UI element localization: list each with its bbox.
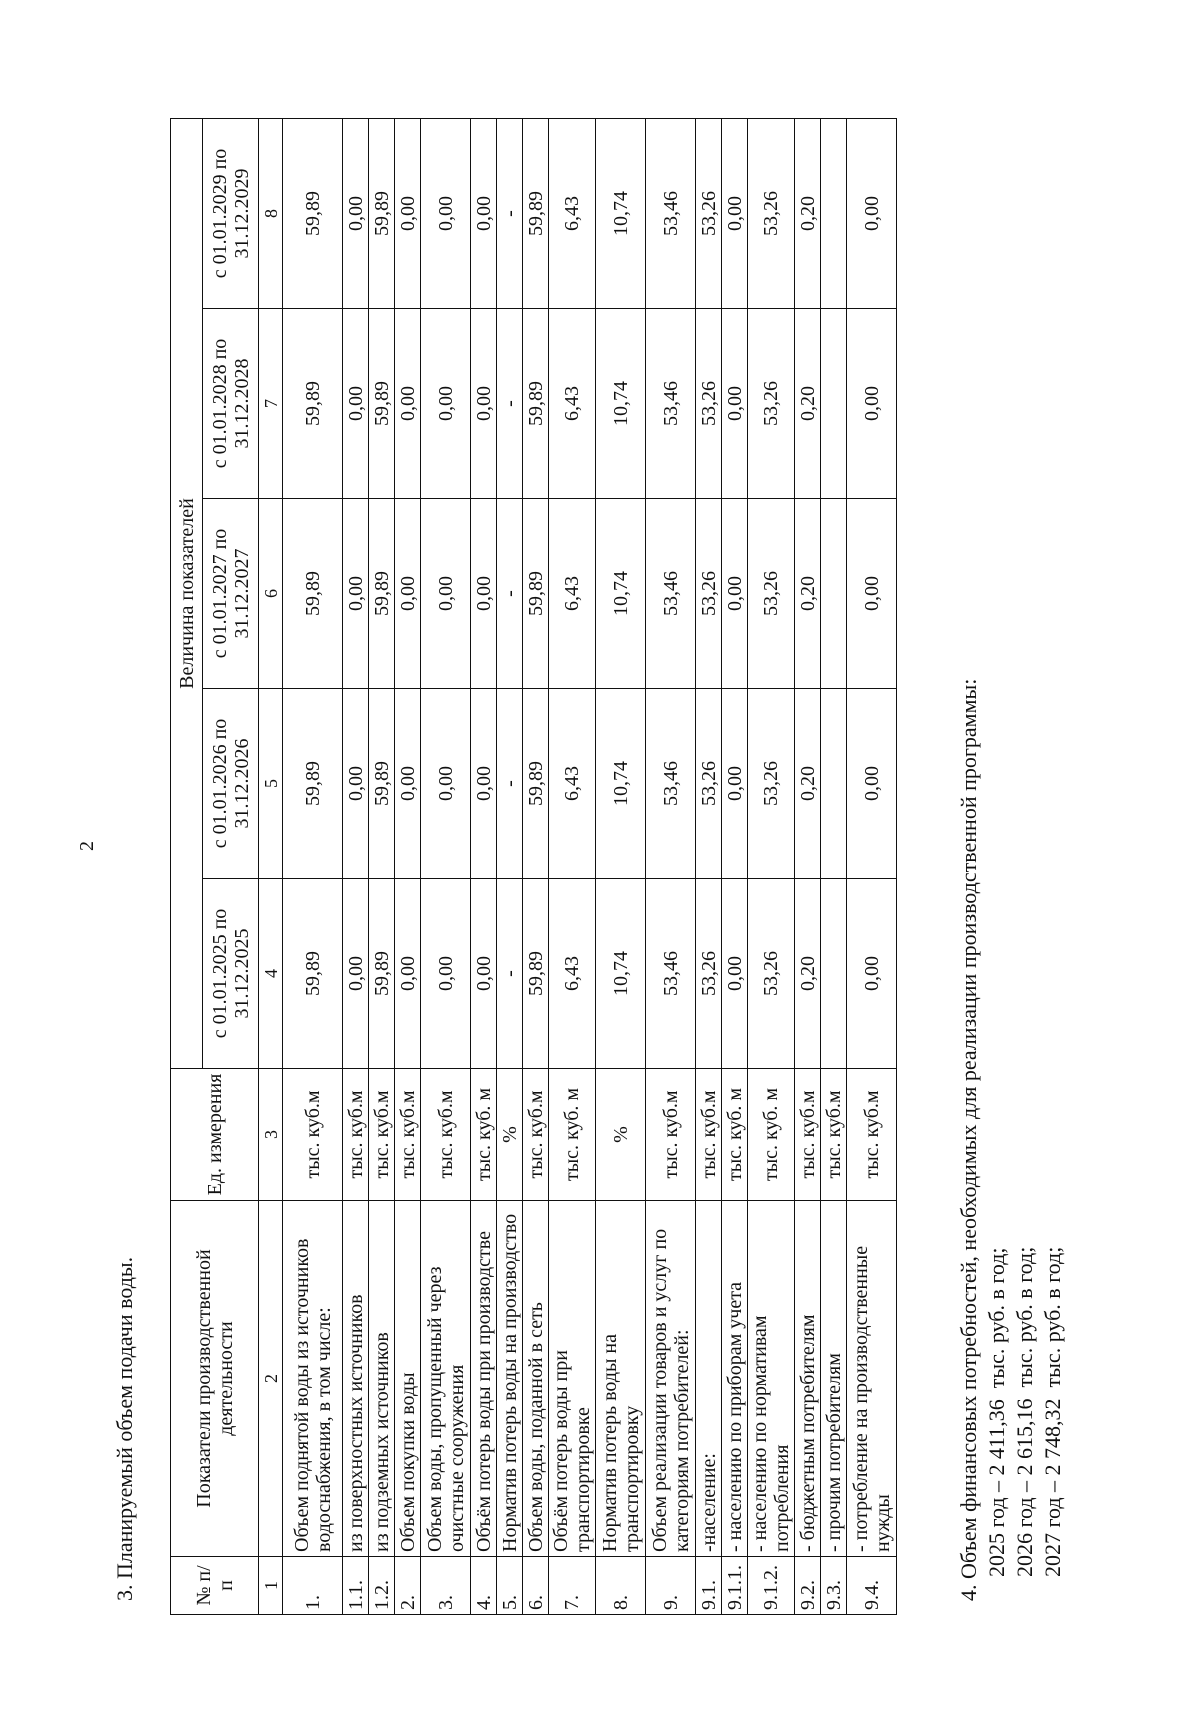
row-unit: тыс. куб.м: [523, 1069, 549, 1201]
table-row: [646, 119, 696, 1615]
table-row: [748, 119, 795, 1615]
row-value: 53,26: [696, 689, 722, 879]
header-name: Показатели производственной деятельности: [171, 1201, 259, 1557]
row-unit: тыс. куб.м: [795, 1069, 821, 1201]
column-index: 6: [259, 499, 283, 689]
column-index: 2: [259, 1201, 283, 1557]
row-value: -: [497, 689, 523, 879]
row-number: 1.: [283, 1557, 343, 1615]
table-row: [696, 119, 722, 1615]
row-value: 0,00: [722, 689, 748, 879]
row-value: 53,26: [696, 119, 722, 309]
column-index: 1: [259, 1557, 283, 1615]
row-value: 59,89: [283, 879, 343, 1069]
table-row: [596, 119, 646, 1615]
row-value: 0,00: [343, 499, 369, 689]
row-value: 53,26: [748, 879, 795, 1069]
row-value: 53,26: [748, 499, 795, 689]
row-indicator-name: из подземных источников: [369, 1201, 395, 1557]
row-indicator-name: Объём потерь воды при производстве: [471, 1201, 497, 1557]
row-unit: тыс. куб.м: [421, 1069, 471, 1201]
row-value: -: [497, 499, 523, 689]
column-index: 3: [259, 1069, 283, 1201]
row-indicator-name: из поверхностных источников: [343, 1201, 369, 1557]
row-value: 0,00: [421, 119, 471, 309]
row-value: 10,74: [596, 879, 646, 1069]
row-value: 6,43: [549, 499, 596, 689]
row-value: 59,89: [523, 309, 549, 499]
column-index: 8: [259, 119, 283, 309]
rotated-page: [0, 100, 1120, 1700]
row-value: 59,89: [523, 879, 549, 1069]
row-number: 9.: [646, 1557, 696, 1615]
row-number: 5.: [497, 1557, 523, 1615]
row-unit: тыс. куб.м: [696, 1069, 722, 1201]
column-index: 7: [259, 309, 283, 499]
row-number: 6.: [523, 1557, 549, 1615]
row-value: 0,00: [847, 689, 897, 879]
page-number: 2: [76, 841, 98, 851]
row-value: 0,00: [471, 309, 497, 499]
row-value: 59,89: [369, 119, 395, 309]
row-indicator-name: Объем воды, поданной в сеть: [523, 1201, 549, 1557]
row-number: 9.1.2.: [748, 1557, 795, 1615]
row-value: 0,00: [847, 499, 897, 689]
row-number: 7.: [549, 1557, 596, 1615]
header-period: с 01.01.2029 по 31.12.2029: [203, 119, 259, 309]
row-value: [821, 119, 847, 309]
row-value: 53,26: [696, 309, 722, 499]
row-value: 59,89: [369, 309, 395, 499]
row-value: 0,00: [343, 879, 369, 1069]
row-value: 59,89: [283, 119, 343, 309]
row-indicator-name: Объем воды, пропущенный через очистные сооружения: [421, 1201, 471, 1557]
row-indicator-name: - населению по нормативам потребления: [748, 1201, 795, 1557]
column-index-row: [259, 119, 283, 1615]
row-value: 6,43: [549, 879, 596, 1069]
row-value: -: [497, 879, 523, 1069]
row-value: 0,20: [795, 119, 821, 309]
row-unit: тыс. куб.м: [283, 1069, 343, 1201]
row-value: 6,43: [549, 309, 596, 499]
row-value: 0,00: [722, 879, 748, 1069]
water-supply-table: [170, 118, 897, 1615]
row-indicator-name: - населению по приборам учета: [722, 1201, 748, 1557]
row-value: 53,26: [748, 309, 795, 499]
row-number: 9.2.: [795, 1557, 821, 1615]
column-index: 4: [259, 879, 283, 1069]
row-value: 53,46: [646, 879, 696, 1069]
header-period: с 01.01.2026 по 31.12.2026: [203, 689, 259, 879]
header-num: № п/п: [171, 1557, 259, 1615]
row-value: 0,20: [795, 689, 821, 879]
table-row: [523, 119, 549, 1615]
section4-line: 2027 год – 2 748,32 тыс. руб. в год;: [1040, 1246, 1065, 1577]
row-value: 0,00: [395, 119, 421, 309]
row-value: 0,00: [471, 879, 497, 1069]
table-row: [283, 119, 343, 1615]
table-row: [847, 119, 897, 1615]
row-value: 0,00: [722, 309, 748, 499]
row-indicator-name: Объём потерь воды при транспортировке: [549, 1201, 596, 1557]
row-number: 9.1.: [696, 1557, 722, 1615]
row-value: 0,00: [847, 119, 897, 309]
header-group: Величина показателей: [171, 119, 203, 1069]
row-indicator-name: Объем поднятой воды из источников водоснабжения, в том числе:: [283, 1201, 343, 1557]
row-indicator-name: - бюджетным потребителям: [795, 1201, 821, 1557]
row-value: 0,00: [395, 879, 421, 1069]
table-row: [549, 119, 596, 1615]
row-value: 0,00: [343, 119, 369, 309]
row-unit: тыс. куб. м: [748, 1069, 795, 1201]
row-value: 0,00: [421, 499, 471, 689]
row-unit: тыс. куб.м: [821, 1069, 847, 1201]
row-value: 0,00: [395, 689, 421, 879]
table-row: [343, 119, 369, 1615]
row-value: 0,00: [395, 499, 421, 689]
row-value: 53,46: [646, 309, 696, 499]
row-value: 10,74: [596, 689, 646, 879]
row-value: 59,89: [523, 689, 549, 879]
row-value: 6,43: [549, 119, 596, 309]
row-value: 0,00: [471, 689, 497, 879]
row-value: 59,89: [369, 499, 395, 689]
row-value: [821, 309, 847, 499]
row-number: 8.: [596, 1557, 646, 1615]
row-value: 59,89: [523, 119, 549, 309]
header-unit: Ед. измерения: [171, 1069, 259, 1201]
table-row: [395, 119, 421, 1615]
table-row: [369, 119, 395, 1615]
row-unit: тыс. куб.м: [343, 1069, 369, 1201]
row-value: 59,89: [283, 499, 343, 689]
row-value: 0,20: [795, 879, 821, 1069]
header-row: [171, 119, 203, 1615]
section4-line: 2026 год – 2 615,16 тыс. руб. в год;: [1012, 1246, 1037, 1577]
row-unit: тыс. куб. м: [471, 1069, 497, 1201]
row-value: 59,89: [369, 689, 395, 879]
row-value: 53,46: [646, 499, 696, 689]
row-value: 0,00: [847, 879, 897, 1069]
row-value: 59,89: [523, 499, 549, 689]
table-row: [821, 119, 847, 1615]
section4-line: 2025 год – 2 411,36 тыс. руб. в год;: [984, 1247, 1009, 1577]
row-number: 9.3.: [821, 1557, 847, 1615]
row-value: 0,00: [421, 689, 471, 879]
header-period: с 01.01.2028 по 31.12.2028: [203, 309, 259, 499]
row-value: 59,89: [283, 309, 343, 499]
row-value: 0,00: [421, 309, 471, 499]
row-value: 0,20: [795, 309, 821, 499]
table-row: [421, 119, 471, 1615]
row-indicator-name: Норматив потерь воды на производство: [497, 1201, 523, 1557]
row-value: 59,89: [369, 879, 395, 1069]
row-value: 59,89: [283, 689, 343, 879]
row-value: 0,00: [722, 499, 748, 689]
row-value: 0,00: [471, 499, 497, 689]
row-value: [821, 499, 847, 689]
row-unit: %: [596, 1069, 646, 1201]
row-value: 53,26: [748, 689, 795, 879]
header-period: с 01.01.2025 по 31.12.2025: [203, 879, 259, 1069]
section4-heading: 4. Объем финансовых потребностей, необходимых для реализации производственной программы:: [956, 678, 981, 1601]
row-value: 53,46: [646, 689, 696, 879]
row-value: 0,20: [795, 499, 821, 689]
column-index: 5: [259, 689, 283, 879]
row-indicator-name: Норматив потерь воды на транспортировку: [596, 1201, 646, 1557]
row-value: 10,74: [596, 119, 646, 309]
row-value: [821, 689, 847, 879]
row-indicator-name: Объем покупки воды: [395, 1201, 421, 1557]
row-value: 0,00: [421, 879, 471, 1069]
row-number: 9.1.1.: [722, 1557, 748, 1615]
row-value: 53,26: [696, 499, 722, 689]
row-unit: %: [497, 1069, 523, 1201]
row-number: 1.2.: [369, 1557, 395, 1615]
section4: [955, 679, 1067, 1601]
header-period: с 01.01.2027 по 31.12.2027: [203, 499, 259, 689]
row-unit: тыс. куб.м: [369, 1069, 395, 1201]
row-value: 0,00: [343, 309, 369, 499]
row-value: 53,26: [748, 119, 795, 309]
row-value: 10,74: [596, 309, 646, 499]
row-unit: тыс. куб. м: [549, 1069, 596, 1201]
row-value: -: [497, 119, 523, 309]
row-unit: тыс. куб.м: [646, 1069, 696, 1201]
row-value: 0,00: [471, 119, 497, 309]
row-number: 2.: [395, 1557, 421, 1615]
table-row: [471, 119, 497, 1615]
row-value: 6,43: [549, 689, 596, 879]
row-indicator-name: Объем реализации товаров и услуг по категориям потребителей:: [646, 1201, 696, 1557]
section-heading: 3. Планируемый объем подачи воды.: [112, 1256, 137, 1601]
row-indicator-name: - потребление на производственные нужды: [847, 1201, 897, 1557]
row-value: [821, 879, 847, 1069]
row-indicator-name: - прочим потребителям: [821, 1201, 847, 1557]
row-unit: тыс. куб.м: [847, 1069, 897, 1201]
row-value: 0,00: [722, 119, 748, 309]
row-unit: тыс. куб.м: [395, 1069, 421, 1201]
row-number: 1.1.: [343, 1557, 369, 1615]
row-value: 0,00: [847, 309, 897, 499]
row-unit: тыс. куб. м: [722, 1069, 748, 1201]
row-indicator-name: -население:: [696, 1201, 722, 1557]
row-value: 0,00: [343, 689, 369, 879]
table-row: [795, 119, 821, 1615]
row-number: 9.4.: [847, 1557, 897, 1615]
table-row: [497, 119, 523, 1615]
row-number: 3.: [421, 1557, 471, 1615]
row-value: 10,74: [596, 499, 646, 689]
row-value: 53,46: [646, 119, 696, 309]
row-number: 4.: [471, 1557, 497, 1615]
table-row: [722, 119, 748, 1615]
row-value: 53,26: [696, 879, 722, 1069]
row-value: 0,00: [395, 309, 421, 499]
row-value: -: [497, 309, 523, 499]
